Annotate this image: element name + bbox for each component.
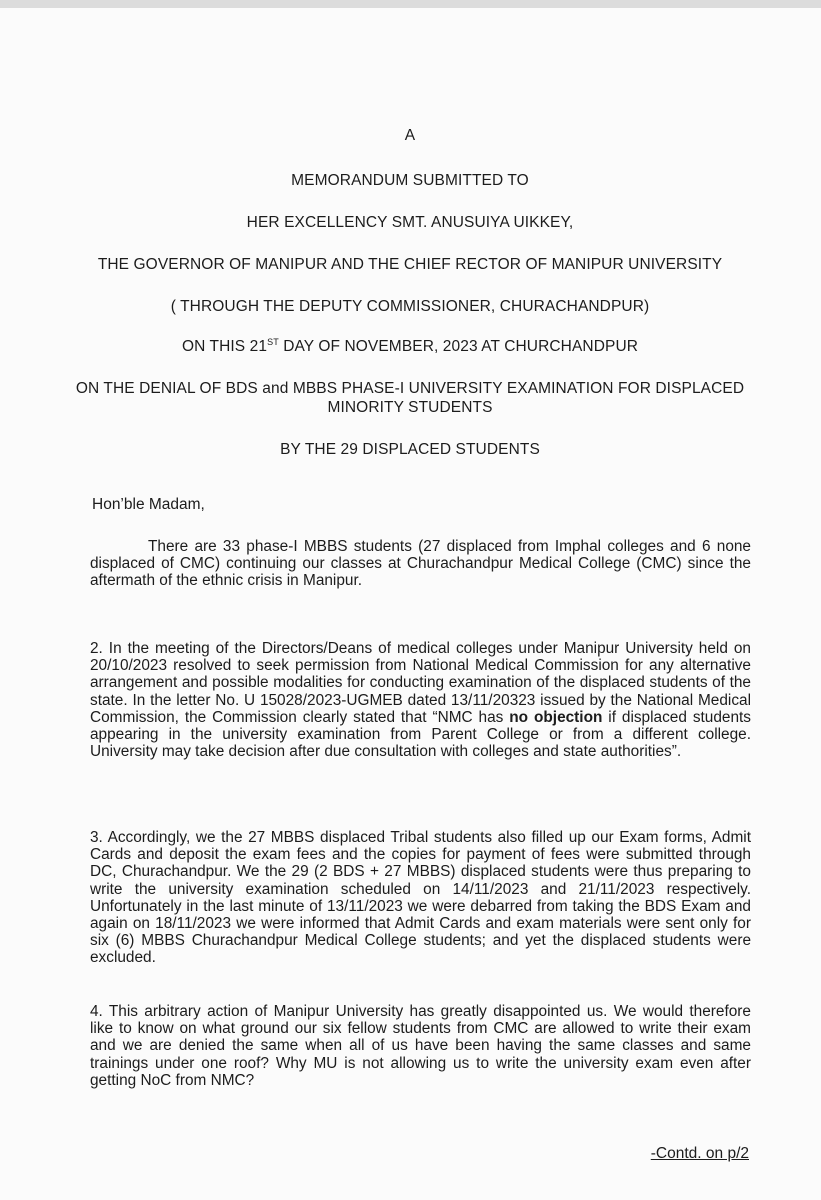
header-designation: THE GOVERNOR OF MANIPUR AND THE CHIEF RECTOR OF MANIPUR UNIVERSITY xyxy=(97,256,723,273)
header-date-post: DAY OF NOVEMBER, 2023 AT CHURCHANDPUR xyxy=(278,338,639,355)
header-letter-a: A xyxy=(404,127,416,144)
paragraph-3 xyxy=(90,829,751,967)
paragraph-4 xyxy=(90,1003,751,1089)
paragraph-2-bold: no objection xyxy=(509,708,603,726)
paragraph-2-part1: 2. In the meeting of the Directors/Deans of medical colleges under Manipur University held on 20/10/2023 resolved to seek permission from National Medical Commission for any alternative arrangement and possible modalities for conducting examination of the displaced students of the state. In the letter No. U 15028/2023-UGMEB dated 13/11/20323 issued by the National Medical Commission, the Commission clearly stated that “NMC has xyxy=(90,640,751,726)
header-date xyxy=(40,337,780,356)
header-memorandum: MEMORANDUM SUBMITTED TO xyxy=(291,172,529,189)
continued-note: -Contd. on p/2 xyxy=(650,1145,749,1162)
paragraph-2 xyxy=(90,640,751,760)
paragraph-1 xyxy=(90,538,751,590)
header-by-students: BY THE 29 DISPLACED STUDENTS xyxy=(280,441,540,458)
header-through: ( THROUGH THE DEPUTY COMMISSIONER, CHURACHANDPUR) xyxy=(170,298,650,315)
paragraph-2-part2: if displaced students appearing in the university examination from Parent College or from a different college. University may take decision after due consultation with colleges and state authorities”. xyxy=(90,708,751,761)
header-date-sup: ST xyxy=(267,336,279,347)
scan-edge xyxy=(0,0,821,8)
header-subject-line2: MINORITY STUDENTS xyxy=(327,399,493,416)
paragraph-3-text: 3. Accordingly, we the 27 MBBS displaced Tribal students also filled up our Exam forms, Admit Cards and deposit the exam fees and the copies for payment of fees were submitted through DC, Churachandpur. We the 29 (2 BDS + 27 MBBS) displaced students were thus preparing to write the university examination scheduled on 14/11/2023 and 21/11/2023 respectively. Unfortunately in the last minute of 13/11/2023 we were debarred from taking the BDS Exam and again on 18/11/2023 we were informed that Admit Cards and exam materials were sent only for six (6) MBBS Churachandpur Medical College students; and yet the displaced students were excluded. xyxy=(90,829,751,967)
paragraph-1-text: There are 33 phase-I MBBS students (27 displaced from Imphal colleges and 6 none displaced of CMC) continuing our classes at Churachandpur Medical College (CMC) since the aftermath of the ethnic crisis in Manipur. xyxy=(90,538,751,590)
paragraph-2-text xyxy=(90,640,751,760)
header-addressee: HER EXCELLENCY SMT. ANUSUIYA UIKKEY, xyxy=(246,214,574,231)
salutation: Hon’ble Madam, xyxy=(92,496,205,513)
header-subject-line1: ON THE DENIAL OF BDS and MBBS PHASE-I UNIVERSITY EXAMINATION FOR DISPLACED xyxy=(75,380,745,397)
header-date-pre: ON THIS 21 xyxy=(181,338,268,355)
paragraph-4-text: 4. This arbitrary action of Manipur University has greatly disappointed us. We would therefore like to know on what ground our six fellow students from CMC are allowed to write their exam and we are denied the same when all of us have been having the same classes and same trainings under one roof? Why MU is not allowing us to write the university exam even after getting NoC from NMC? xyxy=(90,1003,751,1089)
